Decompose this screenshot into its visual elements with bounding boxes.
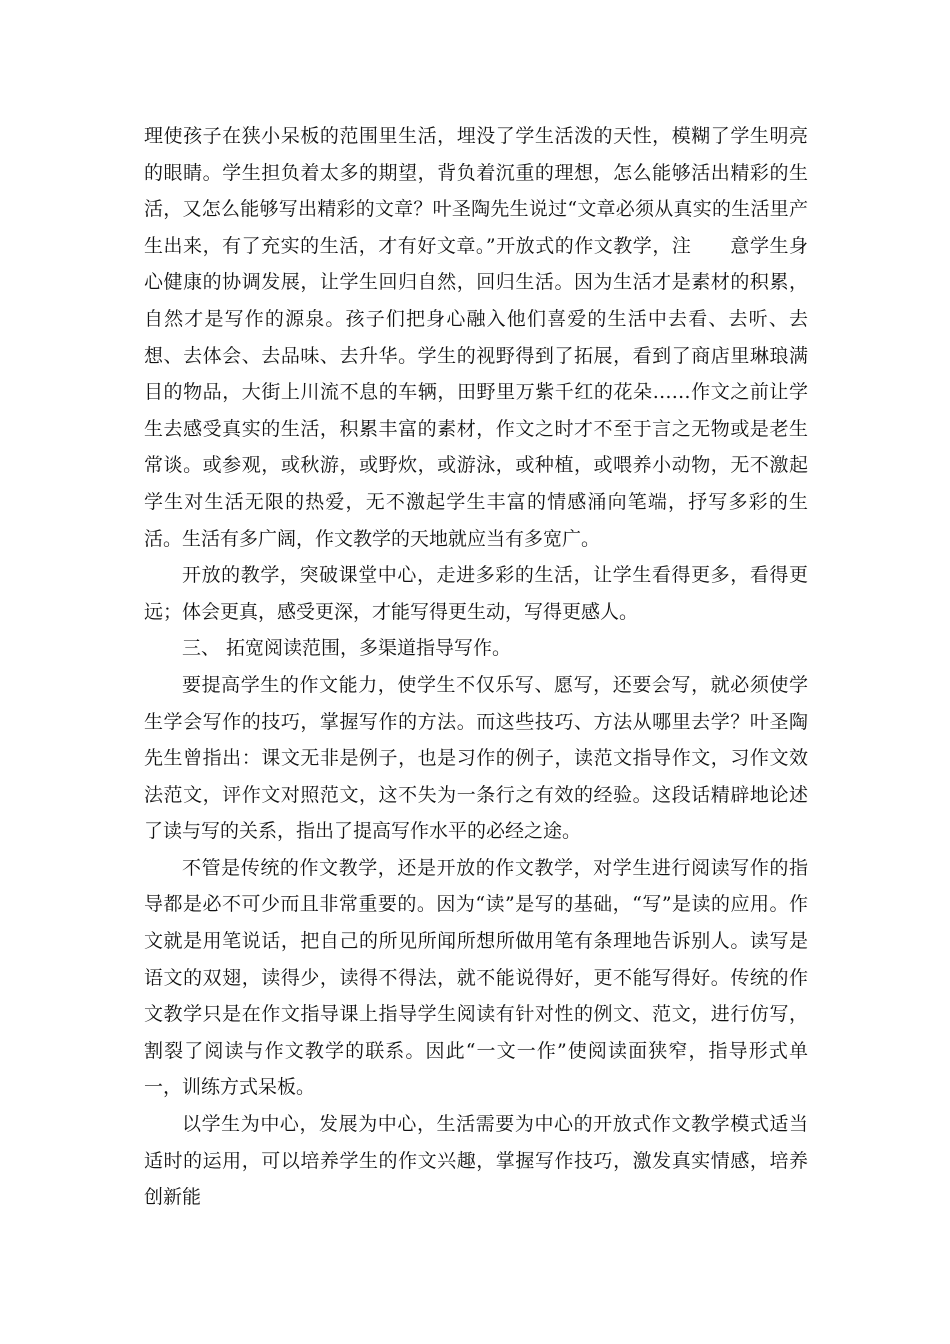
paragraph-student-centered: 以学生为中心，发展为中心，生活需要为中心的开放式作文教学模式适当适时的运用，可以培养学生的作文兴趣，掌握写作技巧，激发真实情感，培养创新能 [144, 1113, 808, 1209]
paragraph-open-teaching: 开放的教学，突破课堂中心，走进多彩的生活，让学生看得更多，看得更远；体会更真，感受更深，才能写得更生动，写得更感人。 [144, 564, 808, 623]
document-body [144, 118, 808, 1216]
section-heading-three: 三、 拓宽阅读范围，多渠道指导写作。 [182, 637, 512, 660]
paragraph-continued: 理使孩子在狭小呆板的范围里生活，埋没了学生活泼的天性，模糊了学生明亮的眼睛。学生担负着太多的期望，背负着沉重的理想，怎么能够活出精彩的生活，又怎么能够写出精彩的文章？叶圣陶先生说过“文章必须从真实的生活里产生出来，有了充实的生活，才有好文章。”开放式的作文教学，注 意学生身心健康的协调发展，让学生回归自然，回归生活。因为生活才是素材的积累，自然才是写作的源泉。孩子们把身心融入他们喜爱的生活中去看、去听、去想、去体会、去品味、去升华。学生的视野得到了拓展，看到了商店里琳琅满目的物品，大街上川流不息的车辆，田野里万紫千红的花朵……作文之前让学生去感受真实的生活，积累丰富的素材，作文之时才不至于言之无物或是老生常谈。或参观，或秋游，或野炊，或游泳，或种植，或喂养小动物，无不激起学生对生活无限的热爱，无不激起学生丰富的情感涌向笔端，抒写多彩的生活。生活有多广阔，作文教学的天地就应当有多宽广。 [144, 125, 808, 550]
paragraph-reading-writing: 不管是传统的作文教学，还是开放的作文教学，对学生进行阅读写作的指导都是必不可少而且非常重要的。因为“读”是写的基础，“写”是读的应用。作文就是用笔说话，把自己的所见所闻所想所做用笔有条理地告诉别人。读写是语文的双翅，读得少，读得不得法，就不能说得好，更不能写得好。传统的作文教学只是在作文指导课上指导学生阅读有针对性的例文、范文，进行仿写，割裂了阅读与作文教学的联系。因此“一文一作”使阅读面狭窄，指导形式单一，训练方式呆板。 [144, 856, 808, 1099]
paragraph-writing-skills: 要提高学生的作文能力，使学生不仅乐写、愿写，还要会写，就必须使学生学会写作的技巧，掌握写作的方法。而这些技巧、方法从哪里去学？叶圣陶先生曾指出：课文无非是例子，也是习作的例子，读范文指导作文，习作文效法范文，评作文对照范文，这不失为一条行之有效的经验。这段话精辟地论述了读与写的关系，指出了提高写作水平的必经之途。 [144, 673, 808, 843]
